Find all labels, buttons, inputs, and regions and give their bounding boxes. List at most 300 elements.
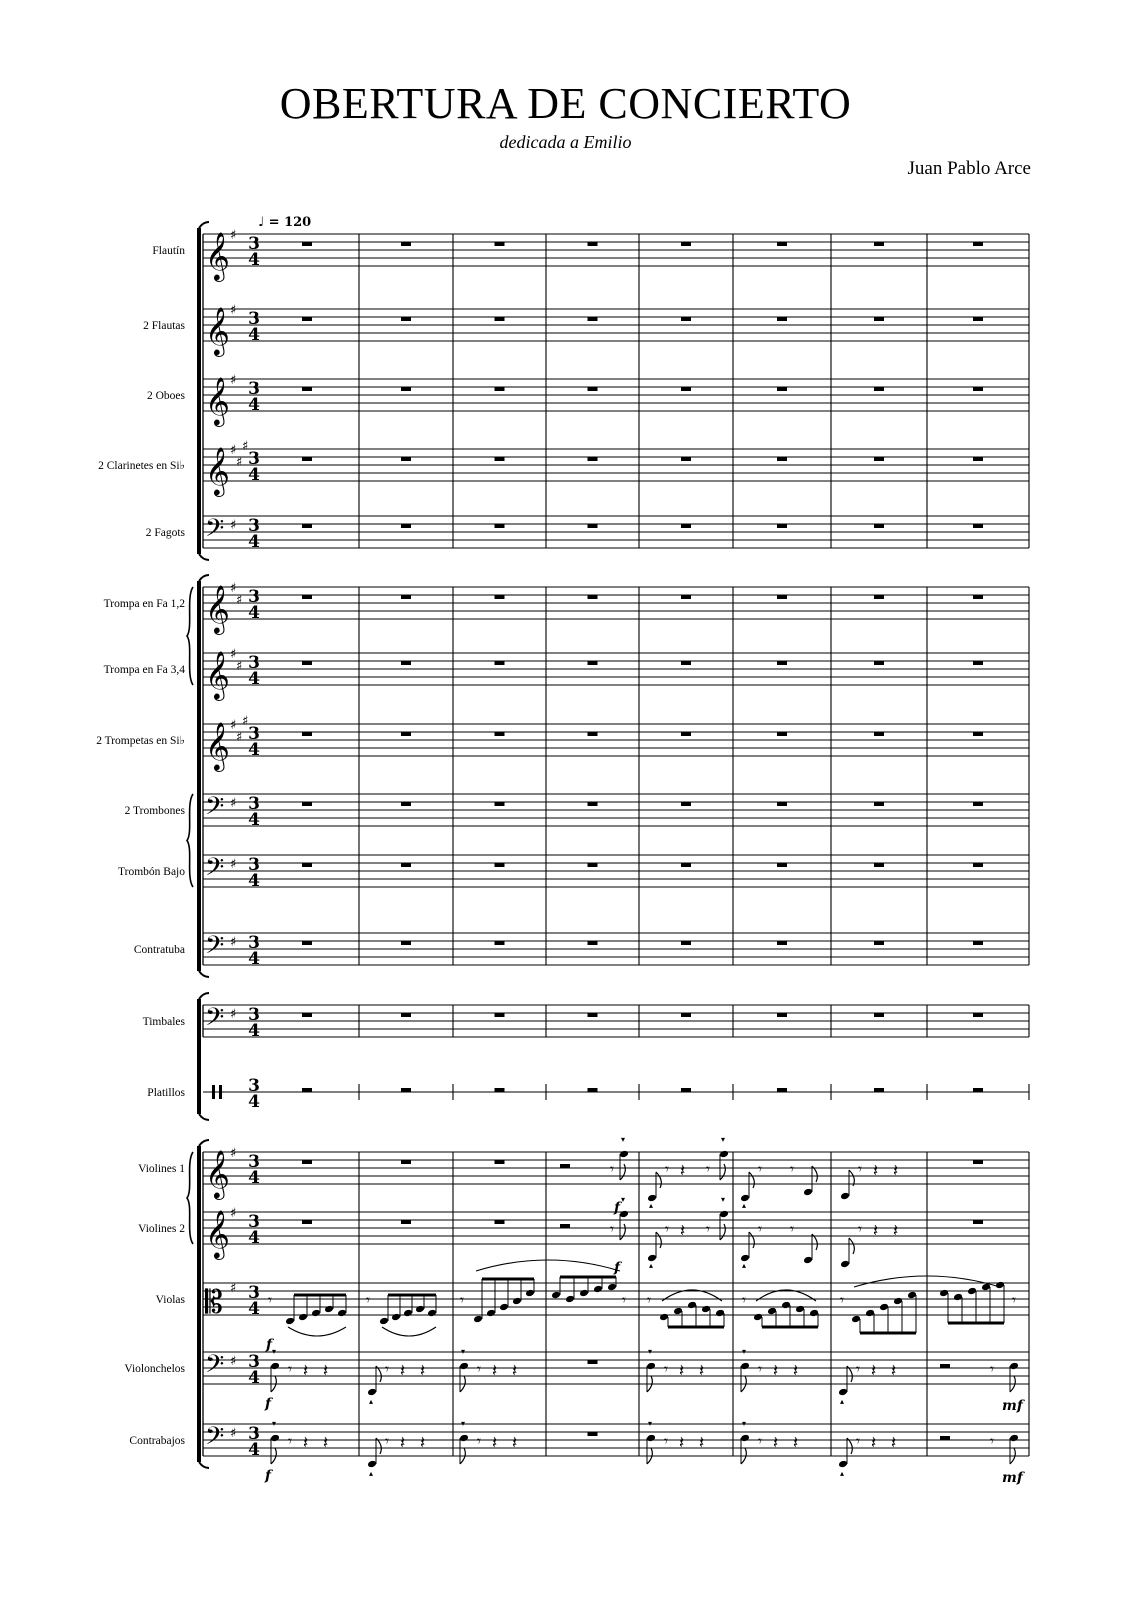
measure-rest (973, 387, 983, 391)
measure-rest (588, 524, 598, 528)
note-head (879, 1303, 889, 1312)
instrument-name: Violines 2 (138, 1223, 185, 1235)
measure-rest (401, 242, 411, 246)
eighth-rest: 𝄾 (664, 1432, 668, 1450)
treble-clef: 𝄞 (205, 306, 230, 355)
measure-rest (874, 457, 884, 461)
eighth-rest: 𝄾 (268, 1291, 272, 1309)
measure-rest (302, 732, 312, 736)
note-flag (720, 1224, 725, 1240)
measure-rest (681, 1013, 691, 1017)
measure-rest (777, 863, 787, 867)
note-head (907, 1291, 917, 1300)
measure-rest (874, 524, 884, 528)
accent-mark: ▴ (369, 1397, 374, 1406)
time-signature-numerator: 3 (248, 1424, 260, 1444)
time-signature-numerator: 3 (248, 653, 260, 673)
note-head (473, 1315, 483, 1324)
key-sharp: ♯ (230, 373, 237, 388)
measure-rest (681, 941, 691, 945)
key-sharp: ♯ (230, 935, 237, 950)
measure-rest (302, 1013, 312, 1017)
note-head (337, 1309, 347, 1318)
measure-rest (973, 732, 983, 736)
measure-rest (302, 387, 312, 391)
time-signature-denominator: 4 (248, 1368, 260, 1388)
measure-rest (495, 524, 505, 528)
measure-rest (777, 317, 787, 321)
measure-rest (302, 317, 312, 321)
note-head (579, 1289, 589, 1298)
measure-rest (681, 242, 691, 246)
measure-rest (401, 1160, 411, 1164)
quarter-rest: 𝄽 (773, 1433, 779, 1453)
time-signature-denominator: 4 (248, 325, 260, 345)
note-flag (749, 1172, 754, 1188)
measure-rest (973, 457, 983, 461)
accent-mark: ▾ (648, 1347, 653, 1356)
measure-rest (588, 242, 598, 246)
alto-clef: 𝄡 (205, 1283, 223, 1321)
time-signature-denominator: 4 (248, 532, 260, 552)
instrument-name: Trompa en Fa 3,4 (103, 664, 185, 676)
measure-rest (777, 387, 787, 391)
measure-rest (777, 242, 787, 246)
measure-rest (973, 595, 983, 599)
eighth-rest: 𝄾 (758, 1160, 762, 1178)
measure-rest (973, 1013, 983, 1017)
quarter-rest: 𝄽 (891, 1433, 897, 1453)
bass-clef: 𝄢 (205, 1422, 225, 1457)
measure-rest (401, 1088, 411, 1092)
measure-rest (588, 1360, 598, 1364)
measure-rest (302, 1220, 312, 1224)
half-rest (940, 1364, 950, 1368)
staff-brace (187, 587, 193, 685)
key-sharp: ♯ (236, 593, 243, 608)
measure-rest (495, 317, 505, 321)
measure-rest (401, 317, 411, 321)
dynamic-marking: f (265, 1396, 272, 1412)
measure-rest (973, 242, 983, 246)
key-sharp: ♯ (230, 857, 237, 872)
eighth-rest: 𝄾 (742, 1291, 746, 1309)
key-sharp: ♯ (236, 659, 243, 674)
eighth-rest: 𝄾 (790, 1160, 794, 1178)
measure-rest (973, 317, 983, 321)
measure-rest (401, 941, 411, 945)
time-signature-numerator: 3 (248, 587, 260, 607)
key-sharp: ♯ (230, 228, 237, 243)
eighth-rest: 𝄾 (385, 1360, 389, 1378)
instrument-name: Flautín (152, 245, 185, 257)
measure-rest (681, 457, 691, 461)
half-rest (560, 1164, 570, 1168)
quarter-rest: 𝄽 (680, 1221, 686, 1241)
note-flag (749, 1232, 754, 1248)
quarter-rest: 𝄽 (323, 1361, 329, 1381)
score-title: OBERTURA DE CONCIERTO (279, 79, 852, 128)
quarter-rest: 𝄽 (512, 1361, 518, 1381)
note-flag (656, 1172, 661, 1188)
eighth-rest: 𝄾 (858, 1160, 862, 1178)
note-head (715, 1309, 725, 1318)
measure-rest (588, 595, 598, 599)
dynamic-marking: f (266, 1337, 273, 1353)
score-dedication: dedicada a Emilio (499, 132, 632, 152)
measure-rest (401, 661, 411, 665)
bracket-hook (199, 554, 209, 560)
time-signature-numerator: 3 (248, 379, 260, 399)
measure-rest (777, 595, 787, 599)
measure-rest (495, 387, 505, 391)
key-sharp: ♯ (230, 518, 237, 533)
quarter-rest: 𝄽 (873, 1221, 879, 1241)
instrument-name: Violonchelos (124, 1363, 185, 1375)
time-signature-denominator: 4 (248, 810, 260, 830)
note-head (619, 1150, 629, 1159)
eighth-rest: 𝄾 (610, 1220, 614, 1238)
bass-clef: 𝄢 (205, 514, 225, 549)
accent-mark: ▴ (742, 1261, 747, 1270)
instrument-name: 2 Clarinetes en Si♭ (98, 460, 185, 472)
measure-rest (973, 802, 983, 806)
measure-rest (681, 595, 691, 599)
time-signature-numerator: 3 (248, 1283, 260, 1303)
note-head (593, 1285, 603, 1294)
measure-rest (973, 1160, 983, 1164)
quarter-rest: 𝄽 (420, 1433, 426, 1453)
measure-rest (588, 1088, 598, 1092)
note-head (486, 1309, 496, 1318)
eighth-rest: 𝄾 (706, 1220, 710, 1238)
staff-brace (187, 1152, 193, 1244)
instrument-name: Contrabajos (129, 1435, 185, 1447)
bracket-hook (199, 971, 209, 977)
time-signature-numerator: 3 (248, 1152, 260, 1172)
key-sharp: ♯ (236, 455, 243, 470)
quarter-rest: 𝄽 (891, 1361, 897, 1381)
note-head (838, 1460, 848, 1469)
quarter-rest: 𝄽 (400, 1433, 406, 1453)
measure-rest (302, 863, 312, 867)
measure-rest (973, 661, 983, 665)
note-head (1009, 1362, 1019, 1371)
eighth-rest: 𝄾 (664, 1360, 668, 1378)
eighth-rest: 𝄾 (288, 1360, 292, 1378)
note-head (298, 1313, 308, 1322)
instrument-name: Violines 1 (138, 1163, 185, 1175)
measure-rest (874, 732, 884, 736)
percussion-clef (219, 1085, 222, 1099)
slur (476, 1260, 620, 1271)
eighth-rest: 𝄾 (840, 1291, 844, 1309)
time-signature-numerator: 3 (248, 794, 260, 814)
measure-rest (777, 802, 787, 806)
measure-rest (777, 1013, 787, 1017)
measure-rest (495, 1160, 505, 1164)
quarter-rest: 𝄽 (773, 1361, 779, 1381)
time-signature-denominator: 4 (248, 669, 260, 689)
quarter-rest: 𝄽 (871, 1361, 877, 1381)
eighth-rest: 𝄾 (665, 1220, 669, 1238)
measure-rest (495, 595, 505, 599)
measure-rest (777, 732, 787, 736)
bracket-hook (199, 993, 209, 999)
note-head (607, 1283, 617, 1292)
measure-rest (495, 863, 505, 867)
slur (382, 1327, 436, 1336)
note-head (767, 1307, 777, 1316)
measure-rest (777, 661, 787, 665)
note-head (512, 1297, 522, 1306)
quarter-rest: 𝄽 (793, 1361, 799, 1381)
accent-mark: ▾ (721, 1195, 726, 1204)
instrument-name: 2 Oboes (146, 390, 185, 402)
quarter-rest: 𝄽 (303, 1361, 309, 1381)
measure-rest (302, 1088, 312, 1092)
measure-rest (588, 661, 598, 665)
time-signature-numerator: 3 (248, 309, 260, 329)
measure-rest (588, 1432, 598, 1436)
measure-rest (588, 387, 598, 391)
bass-clef: 𝄢 (205, 1003, 225, 1038)
eighth-rest: 𝄾 (288, 1432, 292, 1450)
instrument-name: Trombón Bajo (118, 866, 185, 878)
instrument-name: Trompa en Fa 1,2 (103, 598, 185, 610)
note-flag (849, 1238, 854, 1254)
measure-rest (495, 941, 505, 945)
note-head (1009, 1434, 1019, 1443)
accent-mark: ▴ (742, 1201, 747, 1210)
measure-rest (681, 863, 691, 867)
quarter-rest: 𝄽 (873, 1161, 879, 1181)
eighth-rest: 𝄾 (856, 1432, 860, 1450)
dynamic-marking: f (614, 1200, 621, 1216)
note-head (459, 1434, 469, 1443)
note-head (659, 1313, 669, 1322)
half-rest (940, 1436, 950, 1440)
note-flag (620, 1224, 625, 1240)
note-head (646, 1434, 656, 1443)
staff-brace (187, 794, 193, 887)
bracket-hook (199, 222, 209, 228)
treble-clef: 𝄞 (205, 376, 230, 425)
bass-clef: 𝄢 (205, 792, 225, 827)
eighth-rest: 𝄾 (665, 1160, 669, 1178)
measure-rest (874, 1013, 884, 1017)
quarter-rest: 𝄽 (871, 1433, 877, 1453)
tempo-marking: ♩ = 120 (258, 215, 312, 230)
quarter-rest: 𝄽 (323, 1433, 329, 1453)
measure-rest (302, 802, 312, 806)
accent-mark: ▴ (649, 1261, 654, 1270)
note-head (311, 1309, 321, 1318)
accent-mark: ▾ (272, 1347, 277, 1356)
treble-clef: 𝄞 (205, 1149, 230, 1198)
bass-clef: 𝄢 (205, 1350, 225, 1385)
measure-rest (874, 802, 884, 806)
measure-rest (973, 1088, 983, 1092)
measure-rest (681, 387, 691, 391)
key-sharp: ♯ (230, 443, 237, 458)
key-sharp: ♯ (242, 439, 249, 454)
accent-mark: ▾ (648, 1419, 653, 1428)
dynamic-marking: mf (1002, 1398, 1023, 1414)
quarter-rest: 𝄽 (699, 1361, 705, 1381)
note-head (367, 1460, 377, 1469)
measure-rest (874, 661, 884, 665)
note-head (719, 1210, 729, 1219)
quarter-rest: 𝄽 (512, 1433, 518, 1453)
dynamic-marking: f (265, 1468, 272, 1484)
time-signature-numerator: 3 (248, 724, 260, 744)
quarter-rest: 𝄽 (679, 1361, 685, 1381)
eighth-rest: 𝄾 (477, 1432, 481, 1450)
accent-mark: ▾ (272, 1419, 277, 1428)
time-signature-denominator: 4 (248, 395, 260, 415)
measure-rest (681, 661, 691, 665)
bass-clef: 𝄢 (205, 931, 225, 966)
time-signature-numerator: 3 (248, 516, 260, 536)
measure-rest (302, 595, 312, 599)
half-rest (560, 1224, 570, 1228)
note-head (838, 1388, 848, 1397)
note-head (967, 1287, 977, 1296)
key-sharp: ♯ (230, 303, 237, 318)
time-signature-denominator: 4 (248, 250, 260, 270)
time-signature-numerator: 3 (248, 1352, 260, 1372)
bracket-hook (199, 1114, 209, 1120)
note-head (499, 1303, 509, 1312)
eighth-rest: 𝄾 (758, 1360, 762, 1378)
note-head (427, 1309, 437, 1318)
note-head (673, 1307, 683, 1316)
eighth-rest: 𝄾 (385, 1432, 389, 1450)
note-head (753, 1313, 763, 1322)
note-head (719, 1150, 729, 1159)
measure-rest (302, 661, 312, 665)
instrument-name: Violas (155, 1294, 185, 1306)
note-head (840, 1192, 850, 1201)
key-sharp: ♯ (236, 730, 243, 745)
quarter-rest: 𝄽 (303, 1433, 309, 1453)
measure-rest (588, 317, 598, 321)
dynamic-marking: mf (1002, 1470, 1023, 1486)
key-sharp: ♯ (230, 1007, 237, 1022)
treble-clef: 𝄞 (205, 231, 230, 280)
measure-rest (973, 1220, 983, 1224)
system-bracket (197, 1146, 201, 1462)
measure-rest (401, 1220, 411, 1224)
measure-rest (401, 802, 411, 806)
eighth-rest: 𝄾 (622, 1291, 626, 1309)
eighth-rest: 𝄾 (790, 1220, 794, 1238)
measure-rest (588, 863, 598, 867)
note-head (551, 1291, 561, 1300)
note-flag (656, 1232, 661, 1248)
note-head (740, 1434, 750, 1443)
quarter-rest: 𝄽 (492, 1433, 498, 1453)
note-head (646, 1362, 656, 1371)
instrument-name: 2 Flautas (143, 320, 185, 332)
measure-rest (302, 524, 312, 528)
accent-mark: ▴ (369, 1469, 374, 1478)
time-signature-denominator: 4 (248, 1228, 260, 1248)
time-signature-numerator: 3 (248, 234, 260, 254)
measure-rest (973, 863, 983, 867)
time-signature-denominator: 4 (248, 871, 260, 891)
measure-rest (973, 524, 983, 528)
note-head (403, 1309, 413, 1318)
measure-rest (588, 941, 598, 945)
treble-clef: 𝄞 (205, 721, 230, 770)
key-sharp: ♯ (230, 1146, 237, 1161)
note-head (379, 1317, 389, 1326)
measure-rest (874, 387, 884, 391)
system-bracket (197, 581, 201, 971)
measure-rest (302, 457, 312, 461)
note-head (795, 1305, 805, 1314)
measure-rest (681, 317, 691, 321)
key-sharp: ♯ (230, 1281, 237, 1296)
measure-rest (495, 1088, 505, 1092)
measure-rest (495, 242, 505, 246)
measure-rest (874, 1088, 884, 1092)
note-head (459, 1362, 469, 1371)
measure-rest (973, 941, 983, 945)
eighth-rest: 𝄾 (858, 1220, 862, 1238)
time-signature-numerator: 3 (248, 449, 260, 469)
note-head (865, 1309, 875, 1318)
accent-mark: ▾ (621, 1195, 626, 1204)
bracket-hook (199, 575, 209, 581)
note-head (893, 1297, 903, 1306)
measure-rest (495, 802, 505, 806)
note-head (840, 1260, 850, 1269)
note-head (525, 1289, 535, 1298)
treble-clef: 𝄞 (205, 650, 230, 699)
quarter-rest: 𝄽 (679, 1433, 685, 1453)
measure-rest (777, 941, 787, 945)
note-head (324, 1305, 334, 1314)
dynamic-marking: f (614, 1260, 621, 1276)
note-head (995, 1281, 1005, 1290)
quarter-rest: 𝄽 (793, 1433, 799, 1453)
measure-rest (777, 457, 787, 461)
note-head (270, 1362, 280, 1371)
note-head (687, 1301, 697, 1310)
bracket-hook (199, 1140, 209, 1146)
accent-mark: ▴ (840, 1397, 845, 1406)
note-head (953, 1293, 963, 1302)
bracket-hook (199, 1462, 209, 1468)
quarter-rest: 𝄽 (400, 1361, 406, 1381)
note-head (391, 1313, 401, 1322)
eighth-rest: 𝄾 (460, 1291, 464, 1309)
measure-rest (588, 457, 598, 461)
time-signature-denominator: 4 (248, 603, 260, 623)
key-sharp: ♯ (230, 1426, 237, 1441)
accent-mark: ▾ (742, 1419, 747, 1428)
note-head (809, 1309, 819, 1318)
time-signature-denominator: 4 (248, 1092, 260, 1112)
accent-mark: ▾ (721, 1135, 726, 1144)
measure-rest (495, 457, 505, 461)
time-signature-numerator: 3 (248, 1076, 260, 1096)
measure-rest (401, 457, 411, 461)
measure-rest (401, 595, 411, 599)
